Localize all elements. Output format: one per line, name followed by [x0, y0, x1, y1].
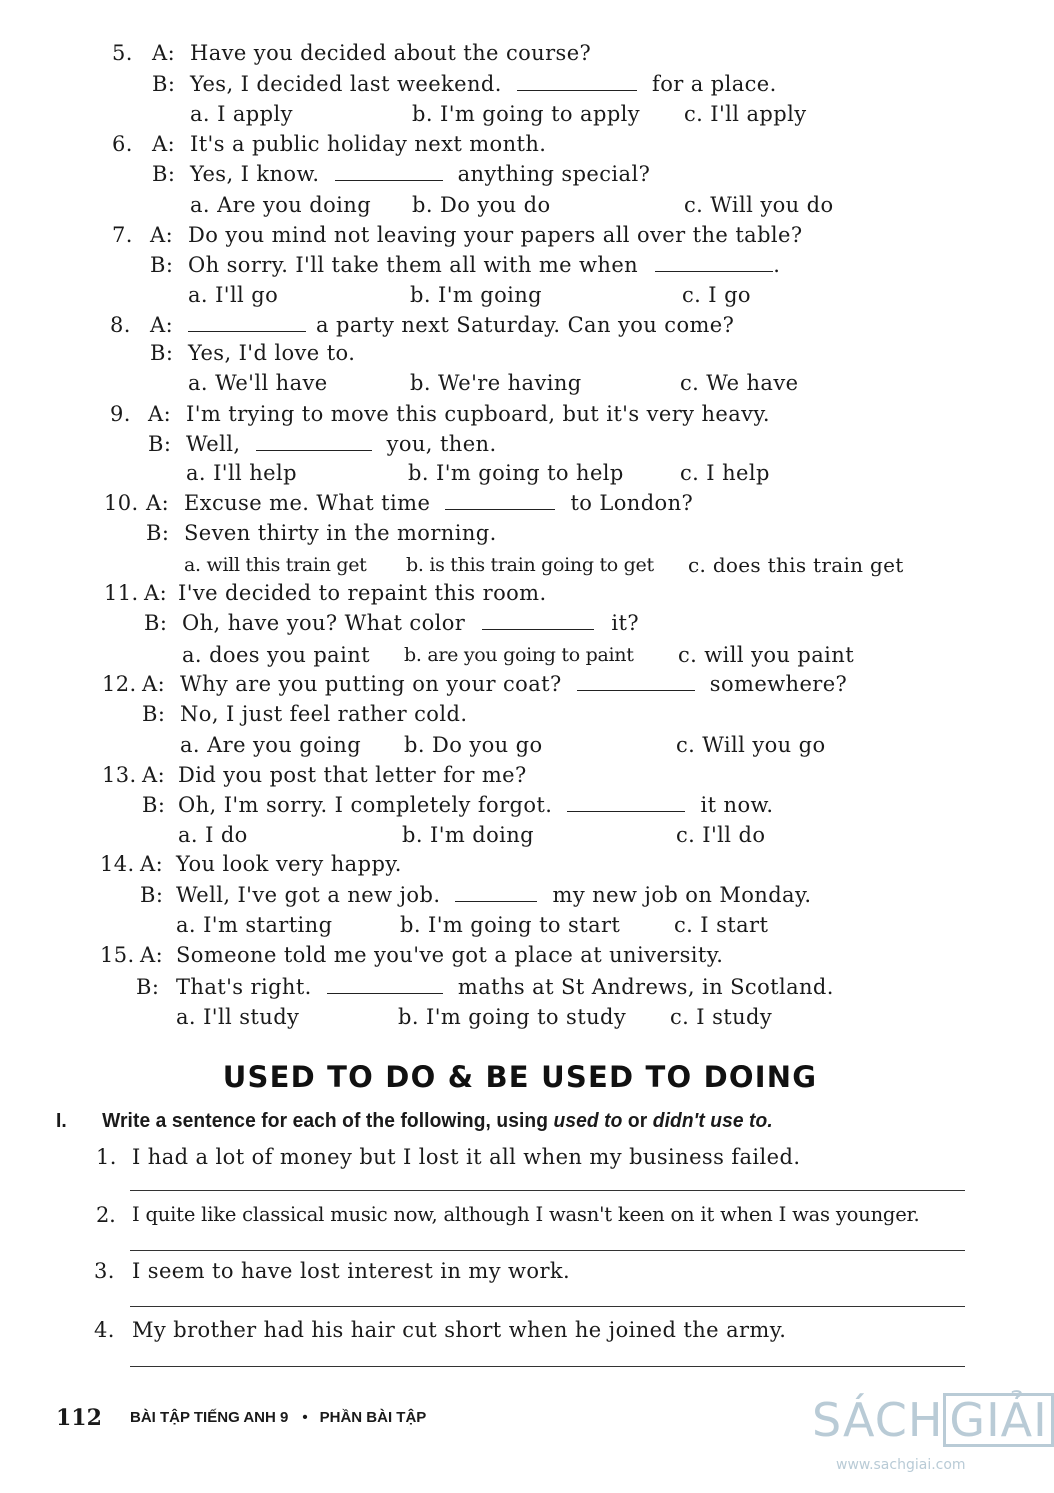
option-c: c. I go	[682, 283, 751, 307]
speaker-a-label: A:	[152, 132, 176, 156]
page-number: 112	[56, 1405, 102, 1431]
option-b: b. Do you do	[412, 193, 551, 217]
option-b: b. is this train going to get	[406, 554, 654, 576]
line-after-blank: my new job on Monday.	[552, 883, 812, 907]
option-c: c. Will you go	[676, 733, 826, 757]
option-c: c. I'll do	[676, 823, 766, 847]
option-a: a. We'll have	[188, 371, 328, 395]
speaker-a-text: Someone told me you've got a place at university.	[176, 943, 724, 967]
watermark-brand-box: GIẢI	[943, 1393, 1053, 1447]
speaker-b-label: B:	[140, 883, 164, 907]
option-c: c. I help	[680, 461, 770, 485]
option-c: c. I start	[674, 913, 769, 937]
speaker-a-text: It's a public holiday next month.	[190, 132, 547, 156]
line-before-blank: Excuse me. What time	[184, 491, 431, 515]
speaker-b-label: B:	[136, 975, 160, 999]
line-after-blank: it now.	[700, 793, 774, 817]
option-a: a. I'll help	[186, 461, 297, 485]
answer-line	[130, 1190, 965, 1191]
speaker-a-label: A:	[142, 672, 166, 696]
speaker-a-text: Do you mind not leaving your papers all over the table?	[188, 223, 803, 247]
speaker-b-text: Seven thirty in the morning.	[184, 521, 497, 545]
option-c: c. does this train get	[688, 553, 904, 577]
question-number: 12.	[102, 672, 137, 696]
line-before-blank: Oh, I'm sorry. I completely forgot.	[178, 793, 553, 817]
question-number: 10.	[104, 491, 139, 515]
answer-line	[130, 1250, 965, 1251]
line-after-blank: somewhere?	[709, 672, 848, 696]
answer-blank	[567, 793, 685, 812]
speaker-a-text: I've decided to repaint this room.	[178, 581, 547, 605]
answer-blank	[577, 672, 695, 691]
question-number: 6.	[112, 132, 133, 156]
section-title: USED TO DO & BE USED TO DOING	[222, 1060, 818, 1094]
speaker-a-label: A:	[152, 41, 176, 65]
exercise-number: 3.	[94, 1259, 115, 1283]
option-a: a. does you paint	[182, 643, 370, 667]
answer-blank	[517, 72, 637, 91]
watermark-logo	[812, 1393, 1048, 1493]
speaker-b-text	[182, 610, 639, 636]
line-before-blank: Oh sorry. I'll take them all with me when	[188, 253, 639, 277]
line-after-blank: you, then.	[386, 432, 497, 456]
speaker-a-label: A:	[150, 223, 174, 247]
speaker-a-label: A:	[144, 581, 168, 605]
speaker-a-label: A:	[140, 943, 164, 967]
exercise-number: 2.	[96, 1203, 116, 1227]
answer-blank	[482, 611, 594, 630]
exercise-number: 1.	[96, 1145, 117, 1169]
question-number: 8.	[110, 313, 131, 337]
line-after-blank: to London?	[570, 491, 694, 515]
option-a: a. Are you going	[180, 733, 362, 757]
line-before-blank: That's right.	[176, 975, 312, 999]
speaker-b-text	[178, 792, 773, 818]
option-b: b. I'm going to help	[408, 461, 624, 485]
line-before-blank: Yes, I know.	[190, 162, 320, 186]
speaker-b-text	[188, 252, 780, 278]
speaker-a-label: A:	[146, 491, 170, 515]
exercise-number: 4.	[94, 1318, 115, 1342]
line-after-blank: it?	[611, 611, 639, 635]
exercise-sentence: I quite like classical music now, although I wasn't keen on it when I was younger.	[132, 1203, 920, 1226]
line-before-blank: Well,	[186, 432, 241, 456]
footer-section: PHẦN BÀI TẬP	[319, 1409, 427, 1426]
question-number: 14.	[100, 852, 135, 876]
speaker-b-text	[190, 71, 777, 97]
answer-line	[130, 1366, 965, 1367]
instruction-or: or	[627, 1110, 648, 1132]
line-after-blank: .	[773, 253, 781, 277]
option-b: b. I'm going	[410, 283, 543, 307]
exercise-sentence: I seem to have lost interest in my work.	[132, 1259, 571, 1283]
speaker-a-label: A:	[150, 313, 174, 337]
question-number: 7.	[112, 223, 133, 247]
line-before-blank: Why are you putting on your coat?	[180, 672, 562, 696]
answer-blank	[655, 253, 773, 272]
question-number: 5.	[112, 41, 133, 65]
answer-line	[130, 1306, 965, 1307]
answer-blank	[327, 975, 443, 994]
speaker-b-label: B:	[150, 253, 174, 277]
option-a: a. I'll go	[188, 283, 279, 307]
answer-blank	[335, 162, 443, 181]
speaker-b-label: B:	[152, 72, 176, 96]
speaker-a-text	[184, 490, 693, 516]
answer-blank	[455, 883, 537, 902]
speaker-b-label: B:	[152, 162, 176, 186]
line-after-blank: anything special?	[457, 162, 651, 186]
option-b: b. I'm doing	[402, 823, 535, 847]
line-after-blank: a party next Saturday. Can you come?	[316, 313, 735, 337]
line-after-blank: for a place.	[652, 72, 777, 96]
exercise-sentence: My brother had his hair cut short when he joined the army.	[132, 1318, 787, 1342]
speaker-b-text	[186, 431, 497, 457]
instruction-text: Write a sentence for each of the following, using	[102, 1110, 549, 1132]
speaker-b-text: Yes, I'd love to.	[188, 341, 356, 365]
option-a: a. I apply	[190, 102, 293, 126]
speaker-b-text	[176, 974, 834, 1000]
speaker-a-label: A:	[142, 763, 166, 787]
option-b: b. I'm going to apply	[412, 102, 641, 126]
watermark-brand-left: SÁCH	[812, 1393, 944, 1447]
option-b: b. are you going to paint	[404, 644, 634, 666]
speaker-b-label: B:	[146, 521, 170, 545]
option-c: c. We have	[680, 371, 799, 395]
line-before-blank: Well, I've got a new job.	[176, 883, 441, 907]
option-a: a. will this train get	[184, 554, 367, 576]
answer-blank	[445, 491, 555, 510]
speaker-b-label: B:	[150, 341, 174, 365]
question-number: 9.	[110, 402, 131, 426]
footer-bullet: •	[302, 1409, 308, 1426]
question-number: 11.	[104, 581, 139, 605]
option-c: c. will you paint	[678, 643, 855, 667]
line-before-blank: Oh, have you? What color	[182, 611, 466, 635]
option-b: b. I'm going to start	[400, 913, 621, 937]
option-a: a. I do	[178, 823, 248, 847]
option-c: c. I study	[670, 1005, 773, 1029]
speaker-a-label: A:	[140, 852, 164, 876]
speaker-b-text	[176, 882, 812, 908]
watermark-url: www.sachgiai.com	[836, 1457, 966, 1473]
line-after-blank: maths at St Andrews, in Scotland.	[457, 975, 834, 999]
instruction-didnt-use-to: didn't use to.	[652, 1110, 773, 1132]
speaker-a-label: A:	[148, 402, 172, 426]
answer-blank	[256, 432, 372, 451]
speaker-b-label: B:	[144, 611, 168, 635]
speaker-a-text: You look very happy.	[176, 852, 402, 876]
speaker-a-text: Have you decided about the course?	[190, 41, 592, 65]
speaker-b-text	[190, 161, 650, 187]
speaker-a-text: Did you post that letter for me?	[178, 763, 527, 787]
running-footer	[130, 1409, 426, 1426]
option-c: c. Will you do	[684, 193, 834, 217]
exercise-sentence: I had a lot of money but I lost it all when my business failed.	[132, 1145, 801, 1169]
line-before-blank: Yes, I decided last weekend.	[190, 72, 502, 96]
speaker-b-label: B:	[142, 793, 166, 817]
speaker-b-label: B:	[148, 432, 172, 456]
option-b: b. We're having	[410, 371, 582, 395]
speaker-a-text	[188, 312, 734, 338]
speaker-b-label: B:	[142, 702, 166, 726]
option-b: b. Do you go	[404, 733, 543, 757]
option-a: a. Are you doing	[190, 193, 372, 217]
book-title: BÀI TẬP TIẾNG ANH 9	[130, 1409, 289, 1426]
answer-blank	[188, 313, 306, 332]
section-roman-numeral: I.	[56, 1110, 67, 1132]
option-b: b. I'm going to study	[398, 1005, 627, 1029]
option-a: a. I'm starting	[176, 913, 333, 937]
speaker-a-text: I'm trying to move this cupboard, but it's very heavy.	[186, 402, 770, 426]
exercise-instruction	[56, 1110, 773, 1133]
instruction-used-to: used to	[553, 1110, 623, 1132]
question-number: 13.	[102, 763, 137, 787]
question-number: 15.	[100, 943, 135, 967]
option-c: c. I'll apply	[684, 102, 807, 126]
speaker-b-text: No, I just feel rather cold.	[180, 702, 468, 726]
speaker-a-text	[180, 671, 847, 697]
option-a: a. I'll study	[176, 1005, 300, 1029]
